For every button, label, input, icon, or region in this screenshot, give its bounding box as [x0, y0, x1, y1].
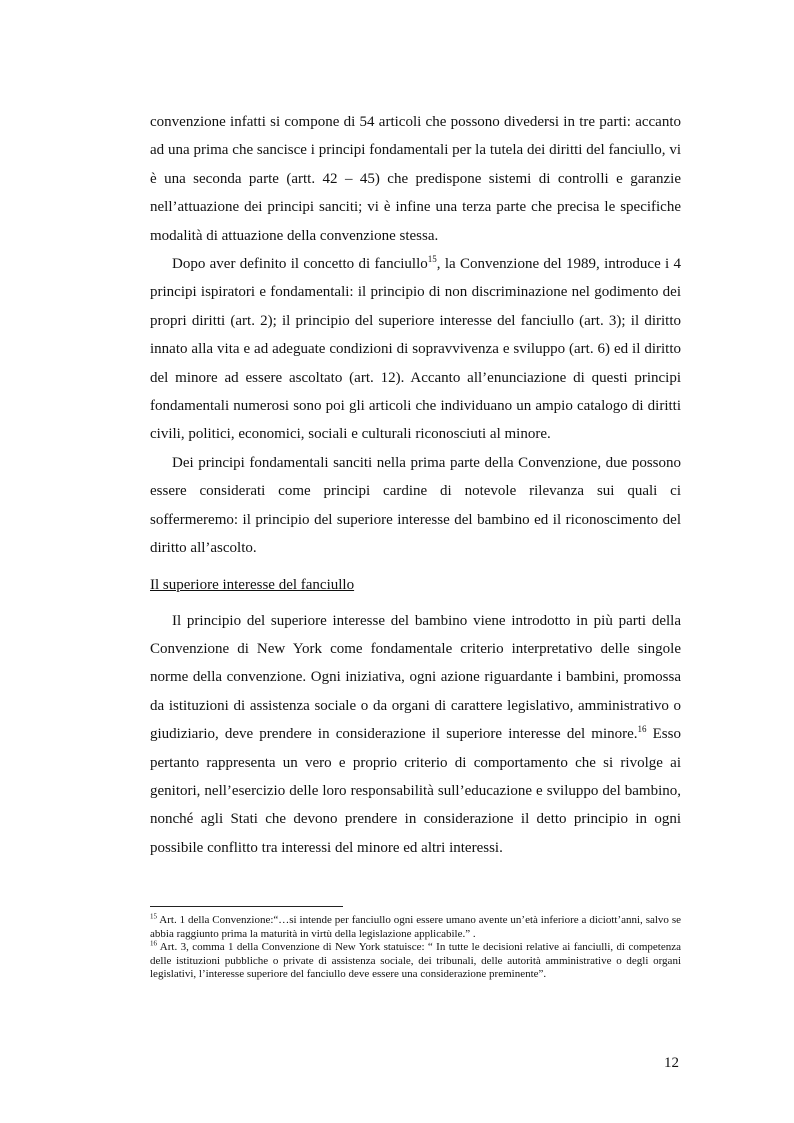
footnote-number: 16: [150, 939, 157, 948]
paragraph-4-text-b: Esso pertanto rappresenta un vero e proprio criterio di comportamento che si rivolge ai genitori, nell’esercizio delle loro responsabilità sull’educazione e sviluppo del bambino, nonché agli Stati che devono prendere in considerazione il detto principio in ogni possibile conflitto tra interessi del minore ed altri interessi.: [150, 726, 681, 856]
footnote-16: [150, 941, 681, 982]
paragraph-3: Dei principi fondamentali sanciti nella prima parte della Convenzione, due possono essere considerati come principi cardine di notevole rilevanza sui quali ci soffermeremo: il principio del superiore interesse del bambino ed il riconoscimento del diritto all’ascolto.: [150, 454, 681, 557]
paragraph-2-text-a: Dopo aver definito il concetto di fanciullo: [172, 256, 428, 273]
footnote-15: [150, 914, 681, 941]
section-heading: Il superiore interesse del fanciullo: [150, 576, 355, 593]
footnote-separator: [150, 906, 343, 907]
page-number: 12: [664, 1055, 679, 1071]
footnotes: [150, 914, 681, 982]
paragraph-4-text-a: Il principio del superiore interesse del bambino viene introdotto in più parti della Convenzione di New York come fondamentale criterio interpretativo delle singole norme della convenzione. Ogni iniziativa, ogni azione riguardante i bambini, promossa da istituzioni di assistenza sociale o da organi di carattere legislativo, amministrativo o giudiziario, deve prendere in considerazione il superiore interesse del minore.: [150, 612, 681, 743]
footnote-number: 15: [150, 912, 157, 921]
paragraph-2: [150, 250, 681, 449]
footnote-ref-15[interactable]: 15: [427, 254, 437, 265]
footnote-text: Art. 3, comma 1 della Convenzione di New York statuisce: “ In tutte le decisioni relative ai fanciulli, di competenza delle istituzioni pubbliche o private di assistenza sociale, dei tribunali, delle autorità amministrative o degli organi legislativi, l’interesse superiore del fanciullo deve essere una considerazione preminente”.: [150, 941, 681, 981]
paragraph-4: [150, 607, 681, 863]
paragraph-2-text-b: , la Convenzione del 1989, introduce i 4 principi ispiratori e fondamentali: il principio di non discriminazione nel godimento dei propri diritti (art. 2); il principio del superiore interesse del fanciullo (art. 3); il diritto innato alla vita e ad adeguate condizioni di sopravvivenza e sviluppo (art. 6) ed il diritto del minore ad essere ascoltato (art. 12). Accanto all’enunciazione di questi principi fondamentali numerosi sono poi gli articoli che individuano un ampio catalogo di diritti civili, politici, economici, sociali e culturali riconosciuti al minore.: [150, 256, 682, 443]
page-body: [150, 108, 681, 862]
paragraph-1: convenzione infatti si compone di 54 articoli che possono divedersi in tre parti: accanto ad una prima che sancisce i principi fondamentali per la tutela dei diritti del fanciullo, vi è una seconda parte (artt. 42 – 45) che predispone sistemi di controlli e garanzie nell’attuazione dei principi sanciti; vi è infine una terza parte che precisa le specifiche modalità di attuazione della convenzione stessa.: [150, 114, 681, 244]
footnote-ref-16[interactable]: 16: [637, 724, 647, 735]
footnote-text: Art. 1 della Convenzione:“…si intende per fanciullo ogni essere umano avente un’età inferiore a diciott’anni, salvo se abbia raggiunto prima la maturità in virtù della legislazione applicabile.” .: [150, 914, 681, 940]
